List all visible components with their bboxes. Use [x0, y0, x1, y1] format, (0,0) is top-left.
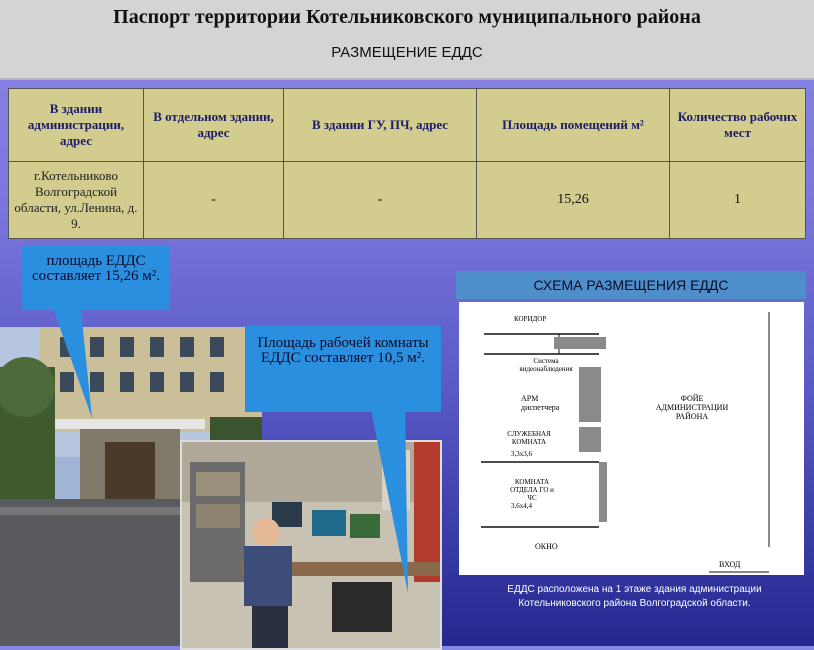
callout-area-work-text: Площадь рабочей комнаты ЕДДС составляет 10,5 м². [257, 335, 429, 366]
label-corridor: КОРИДОР [514, 315, 547, 323]
col-header-separate: В отдельном здании, адрес [144, 89, 284, 162]
cell-area: 15,26 [477, 162, 670, 239]
table-header-row [9, 89, 806, 162]
page-title: Паспорт территории Котельниковского муниципального района [113, 6, 701, 28]
label-video: Система видеонаблюдения [519, 357, 573, 373]
cell-workplaces: 1 [670, 162, 806, 239]
scheme-title: СХЕМА РАЗМЕЩЕНИЯ ЕДДС [456, 271, 806, 299]
callout-area-total [22, 246, 170, 310]
label-service-room: СЛУЖЕБНАЯ КОМНАТА [507, 430, 551, 446]
cell-address: г.Котельниково Волгоградской области, ул.Ленина, д. 9. [9, 162, 144, 239]
floor-plan [459, 302, 804, 575]
label-entrance: ВХОД [719, 560, 741, 569]
header-band [0, 0, 814, 80]
cell-gu: - [284, 162, 477, 239]
callout-area-work [245, 326, 441, 412]
callout-area-total-text: площадь ЕДДС составляет 15,26 м². [31, 253, 161, 284]
page-subtitle: РАЗМЕЩЕНИЕ ЕДДС [331, 44, 483, 61]
col-header-admin: В здании администрации, адрес [9, 89, 144, 162]
placement-table [8, 88, 806, 239]
col-header-workplaces: Количество рабочих мест [670, 89, 806, 162]
scheme-note: ЕДДС расположена на 1 этаже здания администрации Котельниковского района Волгоградской области. [507, 584, 762, 609]
label-service-size: 3,3x3,6 [511, 450, 532, 458]
label-dept-size: 3,6x4,4 [511, 502, 532, 510]
label-arm: АРМ диспетчера [521, 394, 560, 412]
label-dept-room: КОМНАТА ОТДЕЛА ГО и ЧС [510, 478, 554, 502]
col-header-area: Площадь помещений м² [477, 89, 670, 162]
table-row [9, 162, 806, 239]
callout-pointer-2 [360, 405, 420, 595]
label-foyer: ФОЙЕ АДМИНИСТРАЦИИ РАЙОНА [655, 394, 729, 421]
col-header-gu: В здании ГУ, ПЧ, адрес [284, 89, 477, 162]
cell-separate: - [144, 162, 284, 239]
callout-pointer-1 [40, 300, 100, 420]
label-window: ОКНО [535, 542, 558, 551]
